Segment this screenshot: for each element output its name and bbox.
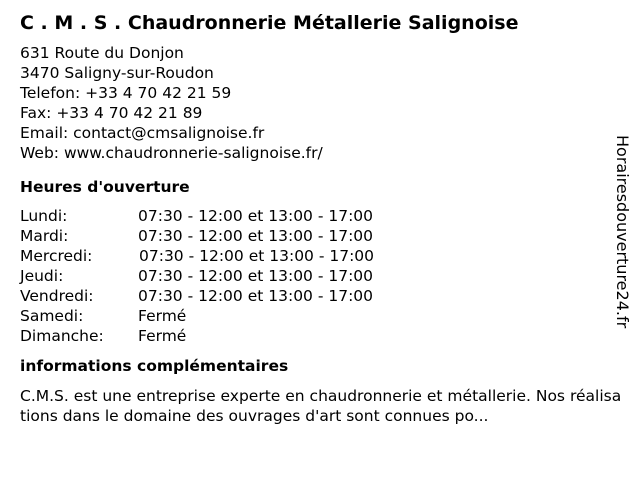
day-label: Lundi:	[20, 207, 68, 225]
opening-hours-heading: Heures d'ouverture	[20, 178, 190, 196]
day-label: Vendredi:	[20, 287, 94, 305]
city-address: 3470 Saligny-sur-Roudon	[20, 64, 214, 82]
fax-number: Fax: +33 4 70 42 21 89	[20, 104, 203, 122]
business-name: C . M . S . Chaudronnerie Métallerie Salignoise	[20, 12, 519, 34]
hours-value: 07:30 - 12:00 et 13:00 - 17:00	[139, 247, 375, 265]
day-label: Jeudi:	[20, 267, 64, 285]
hours-value: Fermé	[138, 327, 187, 345]
hours-row-tuesday	[20, 226, 620, 246]
hours-row-sunday	[20, 326, 620, 346]
website-address: Web: www.chaudronnerie-salignoise.fr/	[20, 144, 323, 162]
hours-value: Fermé	[138, 307, 187, 325]
street-address: 631 Route du Donjon	[20, 44, 184, 62]
hours-value: 07:30 - 12:00 et 13:00 - 17:00	[138, 207, 374, 225]
hours-row-wednesday	[20, 246, 620, 266]
contact-block	[20, 43, 620, 163]
business-description: C.M.S. est une entreprise experte en chaudronnerie et métallerie. Nos réalisations dans le domaine des ouvrages d'art sont connues po...	[20, 387, 622, 425]
hours-row-thursday	[20, 266, 620, 286]
additional-info-heading: informations complémentaires	[20, 357, 289, 375]
day-label: Mardi:	[20, 227, 69, 245]
business-card	[20, 10, 620, 426]
phone-number: Telefon: +33 4 70 42 21 59	[20, 84, 232, 102]
day-label: Samedi:	[20, 307, 84, 325]
hours-value: 07:30 - 12:00 et 13:00 - 17:00	[138, 267, 374, 285]
hours-row-monday	[20, 206, 620, 226]
day-label: Dimanche:	[20, 327, 104, 345]
hours-row-saturday	[20, 306, 620, 326]
opening-hours-table	[20, 206, 620, 346]
hours-row-friday	[20, 286, 620, 306]
hours-value: 07:30 - 12:00 et 13:00 - 17:00	[138, 287, 374, 305]
hours-value: 07:30 - 12:00 et 13:00 - 17:00	[138, 227, 374, 245]
day-label: Mercredi:	[20, 247, 93, 265]
source-watermark: Horairesdouverture24.fr	[613, 135, 632, 329]
email-address: Email: contact@cmsalignoise.fr	[20, 124, 265, 142]
